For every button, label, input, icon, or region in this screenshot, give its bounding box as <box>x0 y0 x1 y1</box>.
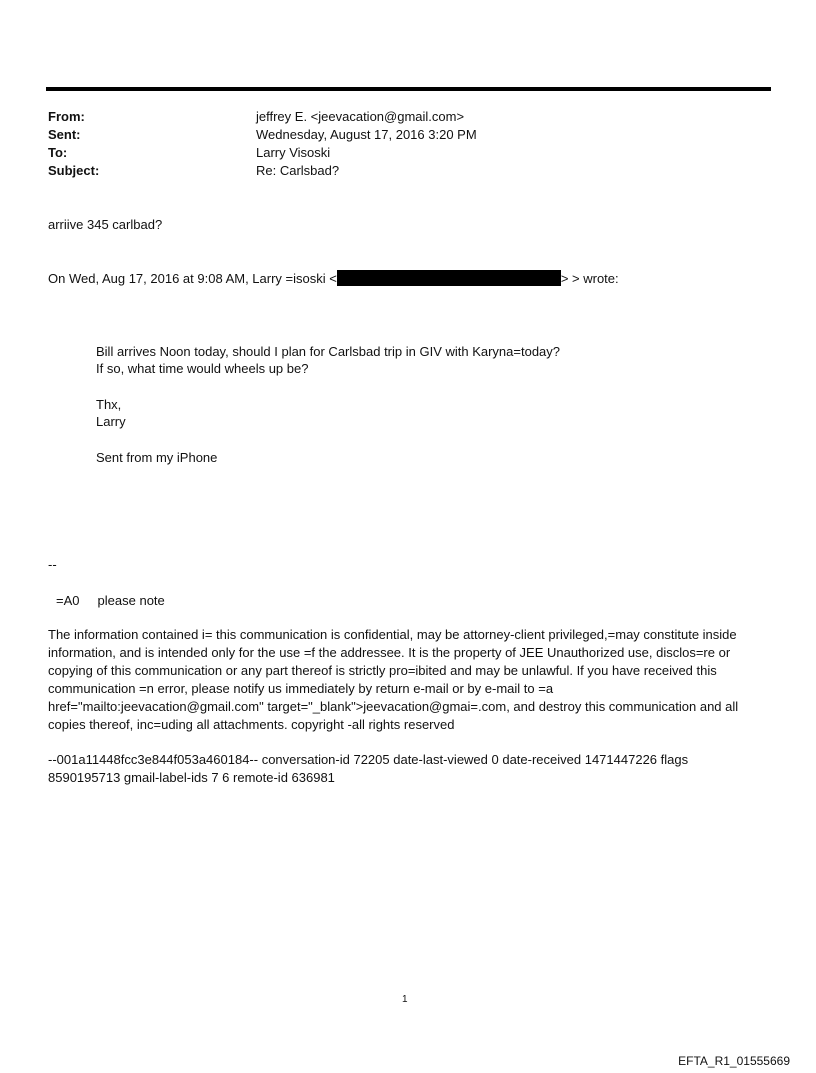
sent-row <box>48 126 748 144</box>
from-row <box>48 108 748 126</box>
to-label: To: <box>48 145 68 160</box>
from-value: jeffrey E. <jeevacation@gmail.com> <box>256 109 465 124</box>
note-line: =A0 please note <box>56 593 165 608</box>
reply-text: arriive 345 carlbad? <box>48 217 163 232</box>
quoted-signature: Sent from my iPhone <box>96 450 218 465</box>
quoted-name: Larry <box>96 414 126 429</box>
quote-intro-suffix: > > wrote: <box>560 271 619 286</box>
quoted-line-2: If so, what time would wheels up be? <box>96 361 309 376</box>
page-number: 1 <box>402 994 408 1005</box>
to-row <box>48 144 748 162</box>
quote-intro-prefix: On Wed, Aug 17, 2016 at 9:08 AM, Larry =isoski < <box>48 271 337 286</box>
message-metadata: --001a11448fcc3e844f053a460184-- conversation-id 72205 date-last-viewed 0 date-received 1471447226 flags 8590195713 gmail-label-ids 7 6 remote-id 636981 <box>48 752 689 785</box>
subject-row <box>48 162 748 180</box>
redaction-block <box>337 270 561 286</box>
sent-value: Wednesday, August 17, 2016 3:20 PM <box>256 127 477 142</box>
document-id: EFTA_R1_01555669 <box>678 1054 790 1068</box>
subject-value: Re: Carlsbad? <box>256 163 340 178</box>
quoted-thanks: Thx, <box>96 397 122 412</box>
header-divider <box>46 87 771 91</box>
sent-label: Sent: <box>48 127 81 142</box>
quoted-line-1: Bill arrives Noon today, should I plan for Carlsbad trip in GIV with Karyna=today? <box>96 344 561 359</box>
from-label: From: <box>48 109 85 124</box>
to-value: Larry Visoski <box>256 145 331 160</box>
subject-label: Subject: <box>48 163 100 178</box>
confidentiality-disclaimer: The information contained i= this communication is confidential, may be attorney-client privileged,=may constitute inside information, and is intended only for the use =f the addressee. It is the property of JEE Unauthorized use, disclos=re or copying of this communication or any part thereof is strictly pro=ibited and may be unlawful. If you have received this communication =n error, please notify us immediately by return e-mail or by e-mail to =a href="mailto:jeevacation@gmail.com" target="_blank">jeevacation@gmai=.com, and destroy this communication and all copies thereof, inc=uding all attachments. copyright -all rights reserved <box>48 627 739 732</box>
signature-separator: -- <box>48 557 57 572</box>
quote-intro <box>48 270 619 288</box>
